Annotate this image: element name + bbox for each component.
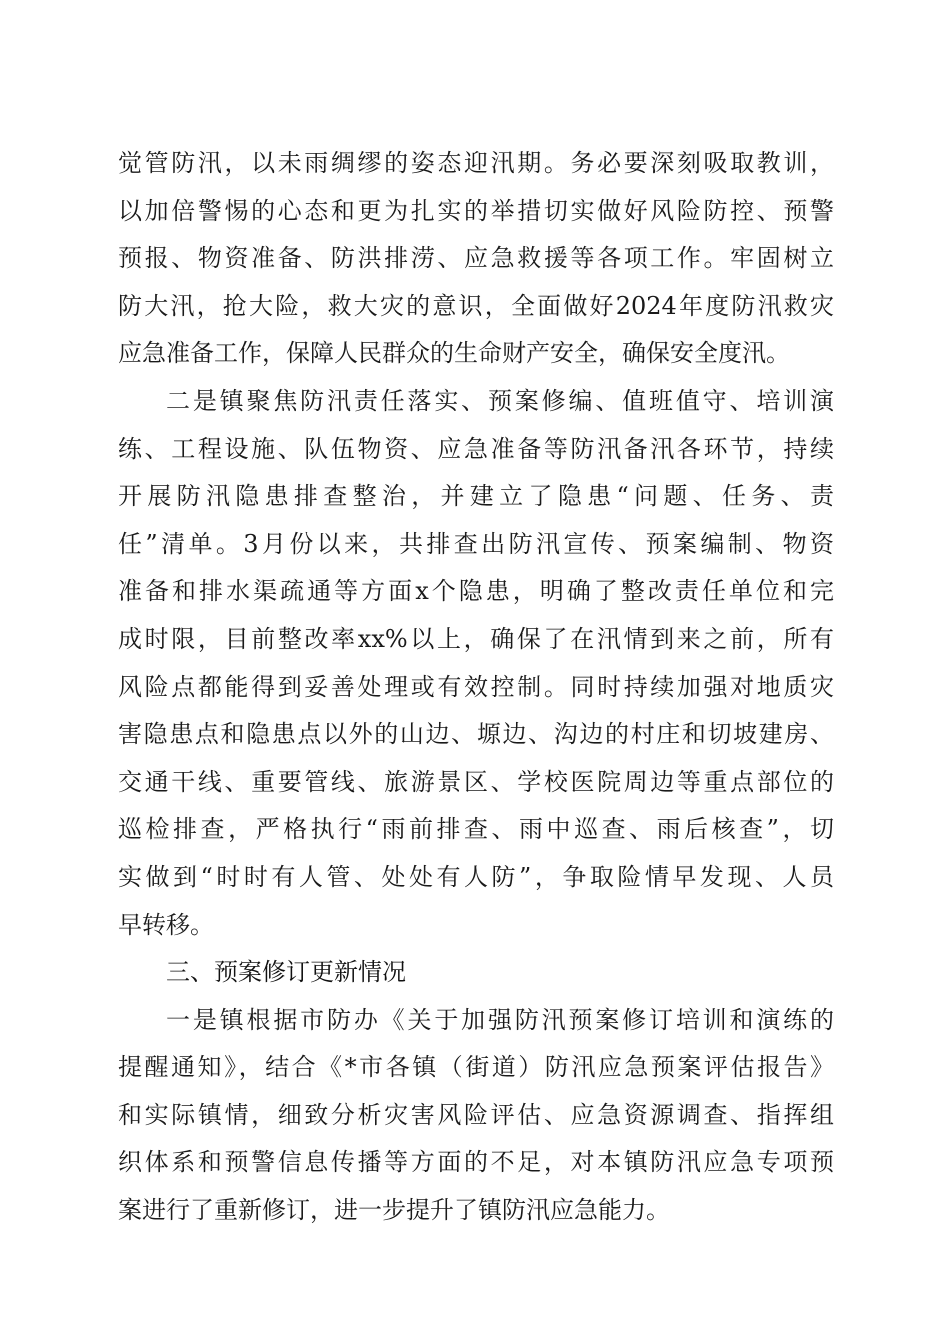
document-body (118, 140, 834, 1235)
text-line: 预报、物资准备、防洪排涝、应急救援等各项工作。牢固树立 (118, 244, 834, 273)
text-line: 任”清单。3月份以来，共排查出防汛宣传、预案编制、物资 (118, 529, 834, 558)
text-line: 交通干线、重要管线、旅游景区、学校医院周边等重点部位的 (118, 767, 834, 796)
paragraph-plan-revision (118, 997, 834, 1235)
section-heading-plan-revision (118, 949, 834, 997)
text-line: 成时限，目前整改率xx%以上，确保了在汛情到来之前，所有 (118, 624, 834, 653)
section-heading: 三、预案修订更新情况 (166, 958, 406, 987)
text-line: 案进行了重新修订，进一步提升了镇防汛应急能力。 (118, 1196, 670, 1225)
text-line: 巡检排查，严格执行“雨前排查、雨中巡查、雨后核查”，切 (118, 815, 834, 844)
paragraph-flood-preparedness-intro (118, 140, 834, 378)
text-line: 实做到“时时有人管、处处有人防”，争取险情早发现、人员 (118, 862, 834, 891)
text-line: 应急准备工作，保障人民群众的生命财产安全，确保安全度汛。 (118, 339, 790, 368)
text-line: 二是镇聚焦防汛责任落实、预案修编、值班值守、培训演 (166, 386, 834, 415)
text-line: 防大汛，抢大险，救大灾的意识，全面做好2024年度防汛救灾 (118, 291, 834, 320)
text-line: 以加倍警惕的心态和更为扎实的举措切实做好风险防控、预警 (118, 196, 834, 225)
text-line: 一是镇根据市防办《关于加强防汛预案修订培训和演练的 (166, 1005, 834, 1034)
text-line: 织体系和预警信息传播等方面的不足，对本镇防汛应急专项预 (118, 1148, 834, 1177)
text-line: 早转移。 (118, 910, 214, 939)
text-line: 觉管防汛，以未雨绸缪的姿态迎汛期。务必要深刻吸取教训， (118, 149, 834, 177)
text-line: 和实际镇情，细致分析灾害风险评估、应急资源调查、指挥组 (118, 1100, 834, 1129)
text-line: 提醒通知》，结合《*市各镇（街道）防汛应急预案评估报告》 (118, 1053, 834, 1082)
text-line: 准备和排水渠疏通等方面x个隐患，明确了整改责任单位和完 (118, 577, 834, 606)
text-line: 害隐患点和隐患点以外的山边、塬边、沟边的村庄和切坡建房、 (118, 720, 834, 749)
text-line: 风险点都能得到妥善处理或有效控制。同时持续加强对地质灾 (118, 672, 834, 701)
paragraph-hazard-inspection (118, 378, 834, 949)
text-line: 开展防汛隐患排查整治，并建立了隐患“问题、任务、责 (118, 482, 834, 511)
text-line: 练、工程设施、队伍物资、应急准备等防汛备汛各环节，持续 (118, 434, 834, 463)
